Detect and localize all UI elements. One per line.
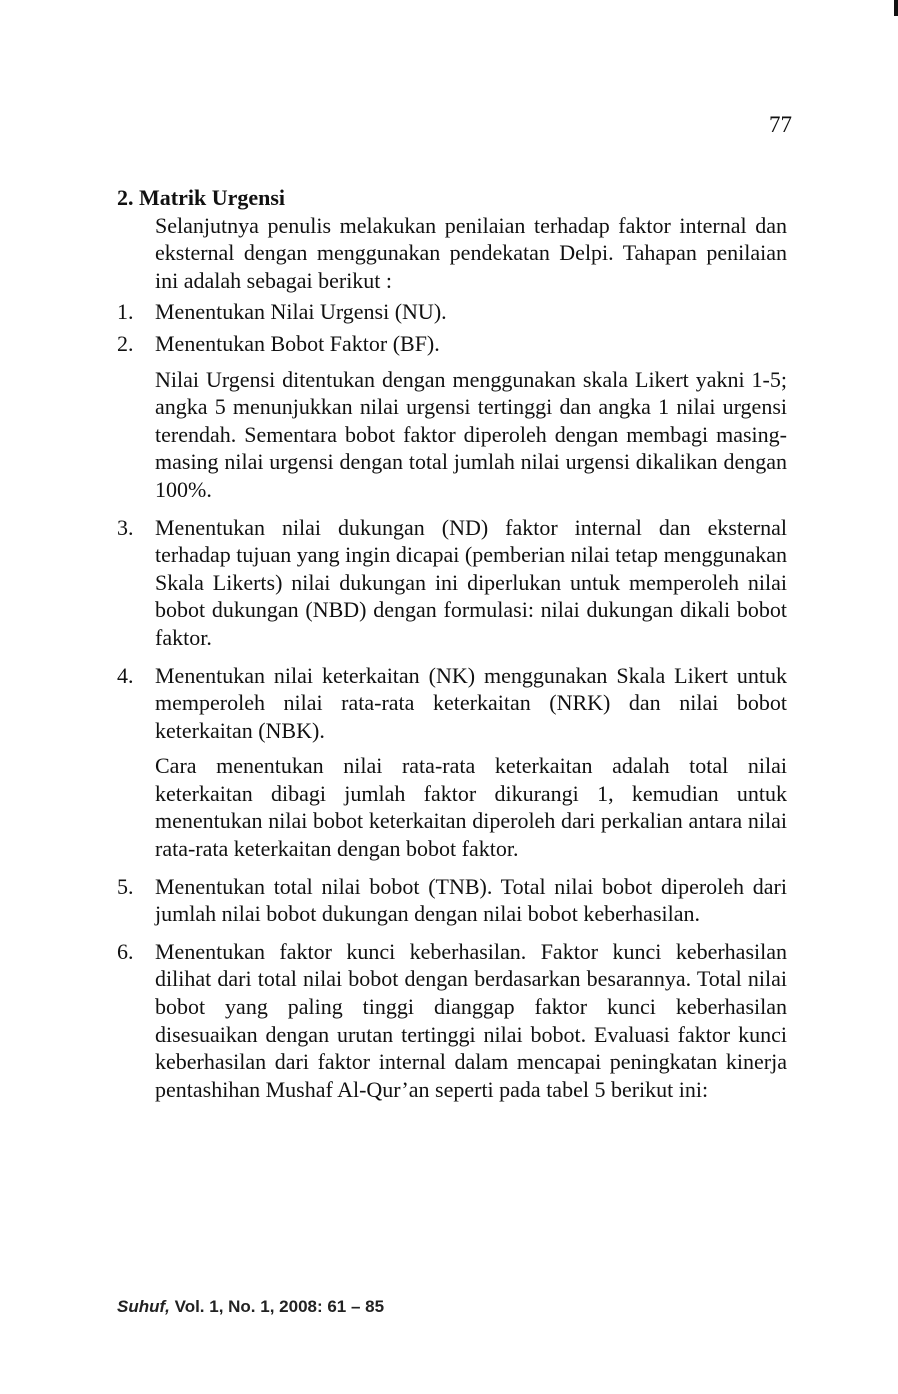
section-title: 2. Matrik Urgensi: [117, 185, 286, 210]
list-item-note: Cara menentukan nilai rata-rata keterkaitan adalah total nilai keterkaitan dibagi jumlah faktor dikurangi 1, kemudian untuk menentukan nilai bobot keterkaitan diperoleh dari perkalian antara nilai rata-rata keterkaitan dengan bobot faktor.: [155, 753, 787, 862]
list-item-number: 1.: [117, 299, 134, 325]
list-item: [117, 330, 787, 504]
list-item-text: Menentukan nilai dukungan (ND) faktor internal dan eksternal terhadap tujuan yang ingin dicapai (pemberian nilai tetap menggunakan Skala Likerts) nilai dukungan ini diperlukan untuk memperoleh nilai bobot dukungan (NBD) dengan formulasi: nilai dukungan dikali bobot faktor.: [155, 514, 787, 650]
list-item: [117, 514, 787, 652]
footer-citation: Vol. 1, No. 1, 2008: 61 – 85: [169, 1297, 385, 1316]
steps-list: [117, 298, 787, 1103]
list-item: [117, 938, 787, 1104]
scan-edge-mark: [894, 0, 898, 16]
list-item-text: Menentukan nilai keterkaitan (NK) menggunakan Skala Likert untuk memperoleh nilai rata-rata keterkaitan (NRK) dan nilai bobot keterkaitan (NBK).: [155, 662, 787, 743]
list-item-text: Menentukan faktor kunci keberhasilan. Faktor kunci keberhasilan dilihat dari total nilai bobot dengan berdasarkan besarannya. Total nilai bobot yang paling tinggi dianggap faktor kunci keberhasilan disesuaikan dengan urutan tertinggi nilai bobot. Evaluasi faktor kunci keberhasilan dari faktor internal dalam mencapai peningkatan kinerja pentashihan Mushaf Al-Qur’an seperti pada tabel 5 berikut ini:: [155, 938, 787, 1102]
list-item: [117, 873, 787, 928]
list-item-number: 5.: [117, 873, 134, 899]
section-intro: Selanjutnya penulis melakukan penilaian terhadap faktor internal dan eksternal dengan menggunakan pendekatan Delpi. Tahapan penilaian ini adalah sebagai berikut :: [155, 212, 787, 293]
page-footer: [117, 1297, 384, 1317]
list-item-number: 2.: [117, 330, 134, 356]
list-item-text: Menentukan total nilai bobot (TNB). Total nilai bobot diperoleh dari jumlah nilai bobot dukungan dengan nilai bobot keberhasilan.: [155, 873, 787, 927]
list-item-note: Nilai Urgensi ditentukan dengan menggunakan skala Likert yakni 1-5; angka 5 menunjukkan nilai urgensi tertinggi dan angka 1 nilai urgensi terendah. Sementara bobot faktor diperoleh dengan membagi masing-masing nilai urgensi dengan total jumlah nilai urgensi dikalikan dengan 100%.: [155, 366, 787, 502]
list-item-number: 6.: [117, 938, 134, 964]
list-item: [117, 298, 787, 326]
list-item-number: 3.: [117, 514, 134, 540]
page-number: 77: [769, 112, 792, 137]
list-item-text: Menentukan Bobot Faktor (BF).: [155, 330, 440, 356]
list-item-number: 4.: [117, 662, 134, 688]
list-item: [117, 662, 787, 863]
page-content: [117, 184, 787, 1107]
footer-journal-name: Suhuf,: [117, 1297, 170, 1316]
list-item-text: Menentukan Nilai Urgensi (NU).: [155, 299, 447, 325]
